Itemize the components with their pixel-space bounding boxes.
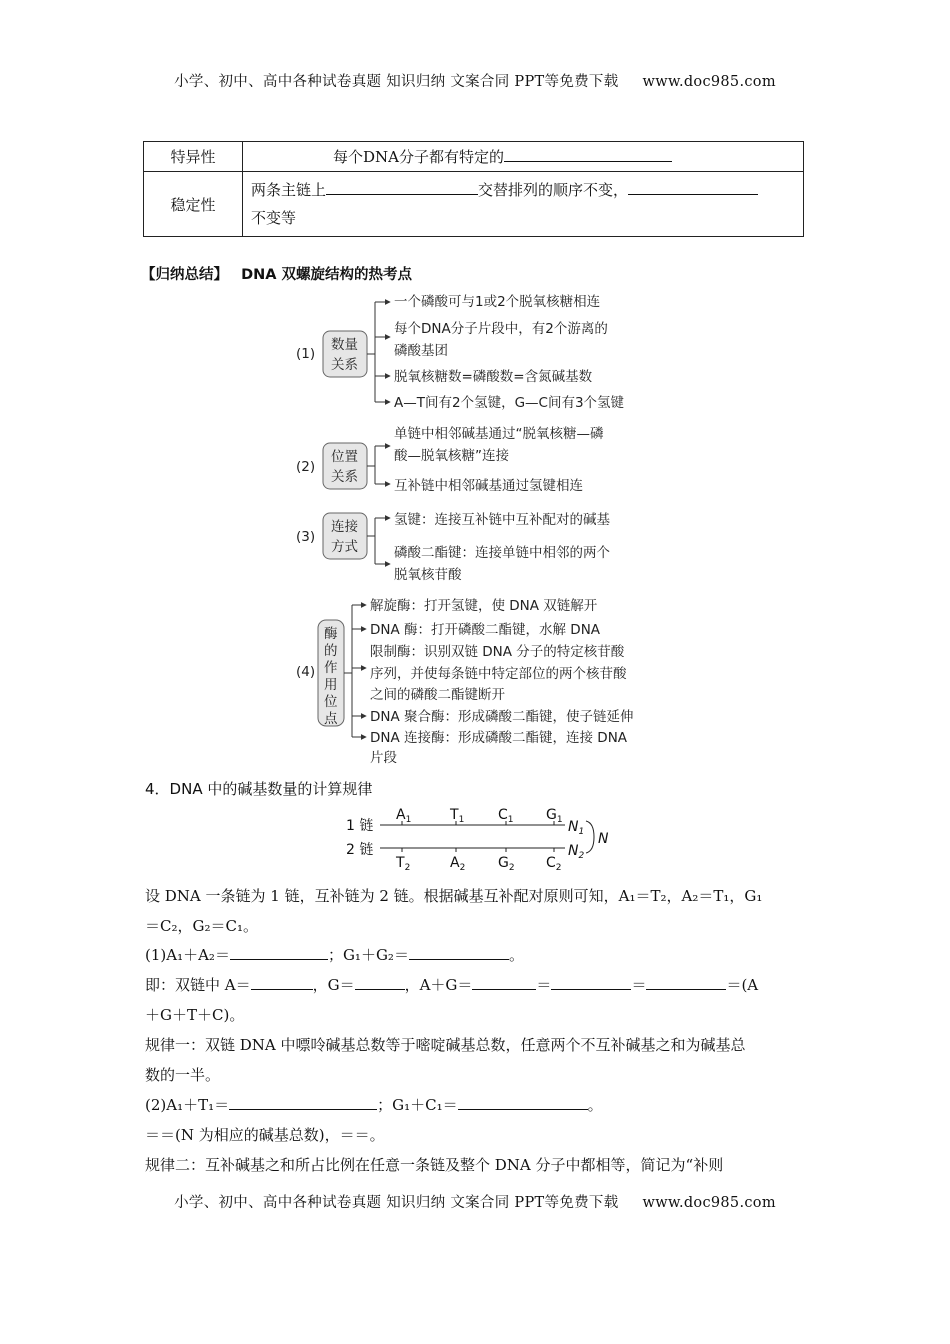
- base-label: $T_1$: [450, 807, 465, 825]
- premise-line-1: 设 DNA 一条链为 1 链，互补链为 2 链。根据碱基互补配对原则可知，A₁＝T₂，A₂＝T₁，G₁: [145, 887, 763, 905]
- rule-one-line-1: 规律一：双链 DNA 中嘌呤碱基总数等于嘧啶碱基总数，任意两个不互补碱基之和为碱基总: [145, 1036, 746, 1054]
- answer-blank[interactable]: [551, 975, 631, 990]
- stability-text-a: 两条主链上: [251, 181, 327, 199]
- text-segment: 。: [587, 1096, 603, 1114]
- group-3-box-line1: 连接: [331, 519, 358, 535]
- answer-blank[interactable]: [646, 975, 726, 990]
- group-3-item: 磷酸二酯键：连接单链中相邻的两个: [394, 545, 610, 561]
- group-3-box-line2: 方式: [331, 539, 358, 555]
- text-segment: ＝: [631, 976, 647, 994]
- footer-url: www.doc985.com: [642, 1195, 776, 1211]
- text-segment: (2)A₁＋T₁＝: [145, 1096, 230, 1114]
- text-segment: ；G₁＋G₂＝: [327, 946, 409, 964]
- double-strand-line-1: [145, 970, 805, 1000]
- base-label: $A_1$: [396, 807, 412, 825]
- group-4-number: (4): [296, 664, 316, 680]
- group-2-item: 互补链中相邻碱基通过氢键相连: [394, 478, 583, 494]
- n2-label: $N_2$: [568, 843, 585, 861]
- summary-title: DNA 双螺旋结构的热考点: [241, 267, 413, 283]
- group-2-box-line1: 位置: [331, 449, 358, 465]
- n1-label: $N_1$: [568, 819, 585, 837]
- group-4-item: 解旋酶：打开氢键，使 DNA 双链解开: [370, 598, 598, 614]
- strand-diagram: [340, 803, 620, 873]
- page-footer: [0, 1191, 950, 1212]
- group-4-item: DNA 酶：打开磷酸二酯键，水解 DNA: [370, 622, 601, 638]
- base-label: $G_2$: [498, 855, 515, 873]
- group-1-number: (1): [296, 346, 316, 362]
- paragraph-2: [145, 1090, 805, 1120]
- group-4-item: 序列，并使每条链中特定部位的两个核苷酸: [370, 666, 627, 682]
- text-segment: ，A＋G＝: [404, 976, 473, 994]
- specificity-text: 每个DNA分子都有特定的: [333, 148, 504, 166]
- rule-one-line-2: 数的一半。: [145, 1066, 221, 1084]
- group-1-item: 每个DNA分子片段中，有2个游离的: [394, 321, 608, 337]
- group-4-item: 限制酶：识别双链 DNA 分子的特定核苷酸: [370, 644, 625, 660]
- paragraph-double-strand: [145, 970, 805, 1030]
- answer-blank[interactable]: [458, 1095, 588, 1110]
- paragraph-1: [145, 940, 805, 970]
- group-4-item: DNA 连接酶：形成磷酸二酯键，连接 DNA: [370, 730, 628, 746]
- base-label: $A_2$: [450, 855, 466, 873]
- group-1-item: 磷酸基团: [394, 343, 448, 359]
- paragraph-ratio: ＝＝(N 为相应的碱基总数)，＝＝。: [145, 1126, 385, 1144]
- group-1-box-line1: 数量: [331, 337, 358, 353]
- text-segment: 即：双链中 A＝: [145, 976, 251, 994]
- group-1-box-line2: 关系: [331, 357, 358, 373]
- header-url: www.doc985.com: [642, 74, 776, 90]
- stability-text-c: 不变等: [251, 209, 297, 227]
- group-1-item: 一个磷酸可与1或2个脱氧核糖相连: [394, 294, 601, 310]
- group-2-number: (2): [296, 459, 316, 475]
- text-segment: ＝(A: [726, 976, 759, 994]
- premise-line-2: ＝C₂，G₂＝C₁。: [145, 917, 258, 935]
- group-4-box-char: 作: [324, 660, 338, 676]
- base-label: $C_1$: [498, 807, 514, 825]
- group-4-box-char: 的: [324, 643, 338, 659]
- group-2-item: 单链中相邻碱基通过“脱氧核糖—磷: [394, 426, 604, 442]
- group-1-item: 脱氧核糖数=磷酸数=含氮碱基数: [394, 369, 593, 385]
- chain-1-label: 1 链: [346, 818, 374, 834]
- text-segment: ＝: [536, 976, 552, 994]
- answer-blank[interactable]: [229, 1095, 377, 1110]
- group-4-box-char: 位: [324, 694, 338, 710]
- group-4-item: DNA 聚合酶：形成磷酸二酯键，使子链延伸: [370, 709, 634, 725]
- row-key-stability: 稳定性: [144, 172, 243, 237]
- rule-one: [145, 1030, 805, 1090]
- section-4-title: 4．DNA 中的碱基数量的计算规律: [145, 780, 373, 798]
- answer-blank[interactable]: [230, 945, 328, 960]
- group-3-item: 脱氧核苷酸: [394, 567, 462, 583]
- group-4-item: 片段: [370, 750, 397, 766]
- answer-blank[interactable]: [472, 975, 536, 990]
- group-3-number: (3): [296, 529, 316, 545]
- rule-two: 规律二：互补碱基之和所占比例在任意一条链及整个 DNA 分子中都相等，简记为“补则: [145, 1156, 724, 1174]
- group-4-box-char: 用: [324, 677, 338, 693]
- base-label: $T_2$: [396, 855, 411, 873]
- group-4-box-char: 点: [324, 711, 338, 727]
- chain-2-label: 2 链: [346, 842, 374, 858]
- summary-label: 【归纳总结】: [141, 267, 228, 283]
- header-text: 小学、初中、高中各种试卷真题 知识归纳 文案合同 PPT等免费下载: [174, 74, 619, 90]
- base-label: $G_1$: [546, 807, 563, 825]
- group-1-item: A—T间有2个氢键，G—C间有3个氢键: [394, 395, 625, 411]
- row-key-specificity: 特异性: [144, 142, 243, 172]
- answer-blank[interactable]: [355, 975, 405, 990]
- double-strand-line-2: ＋G＋T＋C)。: [145, 1006, 245, 1024]
- answer-blank[interactable]: [409, 945, 509, 960]
- text-segment: ；G₁＋C₁＝: [377, 1096, 458, 1114]
- text-segment: (1)A₁＋A₂＝: [145, 946, 230, 964]
- text-segment: ，G＝: [312, 976, 355, 994]
- base-label: $C_2$: [546, 855, 562, 873]
- stability-text-b: 交替排列的顺序不变，: [478, 181, 629, 199]
- n-label: N: [598, 831, 609, 847]
- answer-blank[interactable]: [251, 975, 313, 990]
- group-4-box-char: 酶: [324, 626, 338, 642]
- footer-text: 小学、初中、高中各种试卷真题 知识归纳 文案合同 PPT等免费下载: [174, 1195, 619, 1211]
- group-3-item: 氢键：连接互补链中互补配对的碱基: [394, 512, 610, 528]
- group-2-box-line2: 关系: [331, 469, 358, 485]
- paragraph-premise: [145, 881, 805, 941]
- group-2-item: 酸—脱氧核糖”连接: [394, 448, 509, 464]
- group-4-item: 之间的磷酸二酯键断开: [370, 687, 505, 703]
- text-segment: 。: [508, 946, 524, 964]
